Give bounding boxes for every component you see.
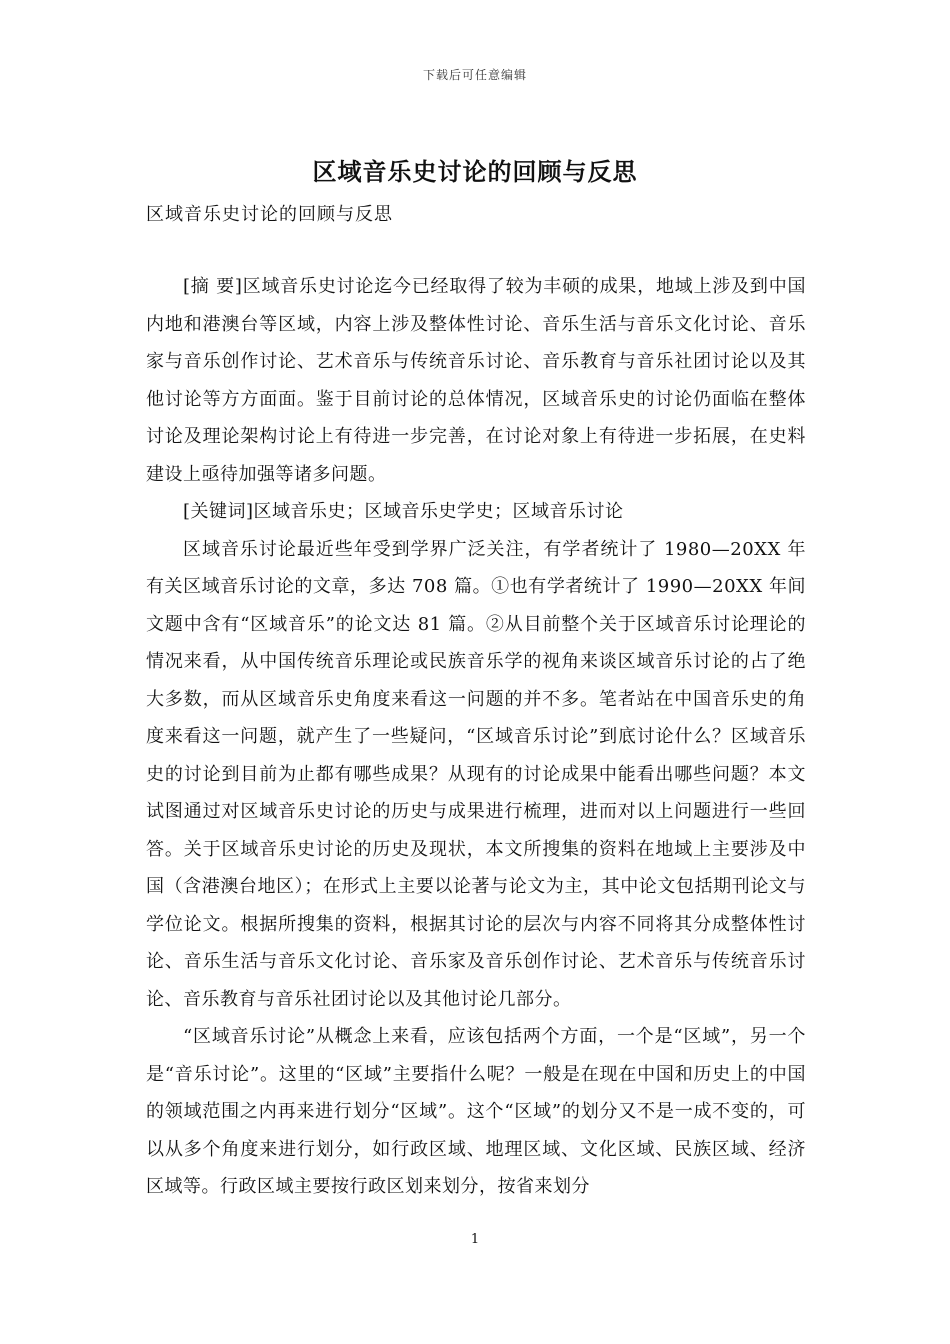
document-title: 区域音乐史讨论的回顾与反思 bbox=[312, 157, 638, 186]
keywords-paragraph: [关键词]区域音乐史；区域音乐史学史；区域音乐讨论 bbox=[183, 501, 624, 522]
document-body bbox=[146, 268, 806, 1206]
header-note: 下载后可任意编辑 bbox=[422, 68, 527, 82]
document-subtitle: 区域音乐史讨论的回顾与反思 bbox=[146, 204, 393, 225]
body-paragraph: “区域音乐讨论”从概念上来看，应该包括两个方面，一个是“区域”，另一个是“音乐讨论”。这里的“区域”主要指什么呢？一般是在现在中国和历史上的中国的领域范围之内再来进行划分“区域”。这个“区域”的划分又不是一成不变的，可以从多个角度来进行划分，如行政区域、地理区域、文化区域、民族区域、经济区域等。行政区域主要按行政区划来划分，按省来划分 bbox=[146, 1026, 806, 1197]
abstract-paragraph: [摘 要]区域音乐史讨论迄今已经取得了较为丰硕的成果，地域上涉及到中国内地和港澳台等区域，内容上涉及整体性讨论、音乐生活与音乐文化讨论、音乐家与音乐创作讨论、艺术音乐与传统音乐讨论、音乐教育与音乐社团讨论以及其他讨论等方方面面。鉴于目前讨论的总体情况，区域音乐史的讨论仍面临在整体讨论及理论架构讨论上有待进一步完善，在讨论对象上有待进一步拓展，在史料建设上亟待加强等诸多问题。 bbox=[146, 276, 806, 485]
page-number: 1 bbox=[470, 1232, 480, 1247]
body-paragraph: 区域音乐讨论最近些年受到学界广泛关注，有学者统计了 1980—20XX 年有关区域音乐讨论的文章，多达 708 篇。①也有学者统计了 1990—20XX 年间文题中含有“区域音乐”的论文达 81 篇。②从目前整个关于区域音乐讨论理论的情况来看，从中国传统音乐理论或民族音乐学的视角来谈区域音乐讨论的占了绝大多数，而从区域音乐史角度来看这一问题的并不多。笔者站在中国音乐史的角度来看这一问题，就产生了一些疑问，“区域音乐讨论”到底讨论什么？区域音乐史的讨论到目前为止都有哪些成果？从现有的讨论成果中能看出哪些问题？本文试图通过对区域音乐史讨论的历史与成果进行梳理，进而对以上问题进行一些回答。关于区域音乐史讨论的历史及现状，本文所搜集的资料在地域上主要涉及中国（含港澳台地区）；在形式上主要以论著与论文为主，其中论文包括期刊论文与学位论文。根据所搜集的资料，根据其讨论的层次与内容不同将其分成整体性讨论、音乐生活与音乐文化讨论、音乐家及音乐创作讨论、艺术音乐与传统音乐讨论、音乐教育与音乐社团讨论以及其他讨论几部分。 bbox=[146, 538, 806, 1010]
